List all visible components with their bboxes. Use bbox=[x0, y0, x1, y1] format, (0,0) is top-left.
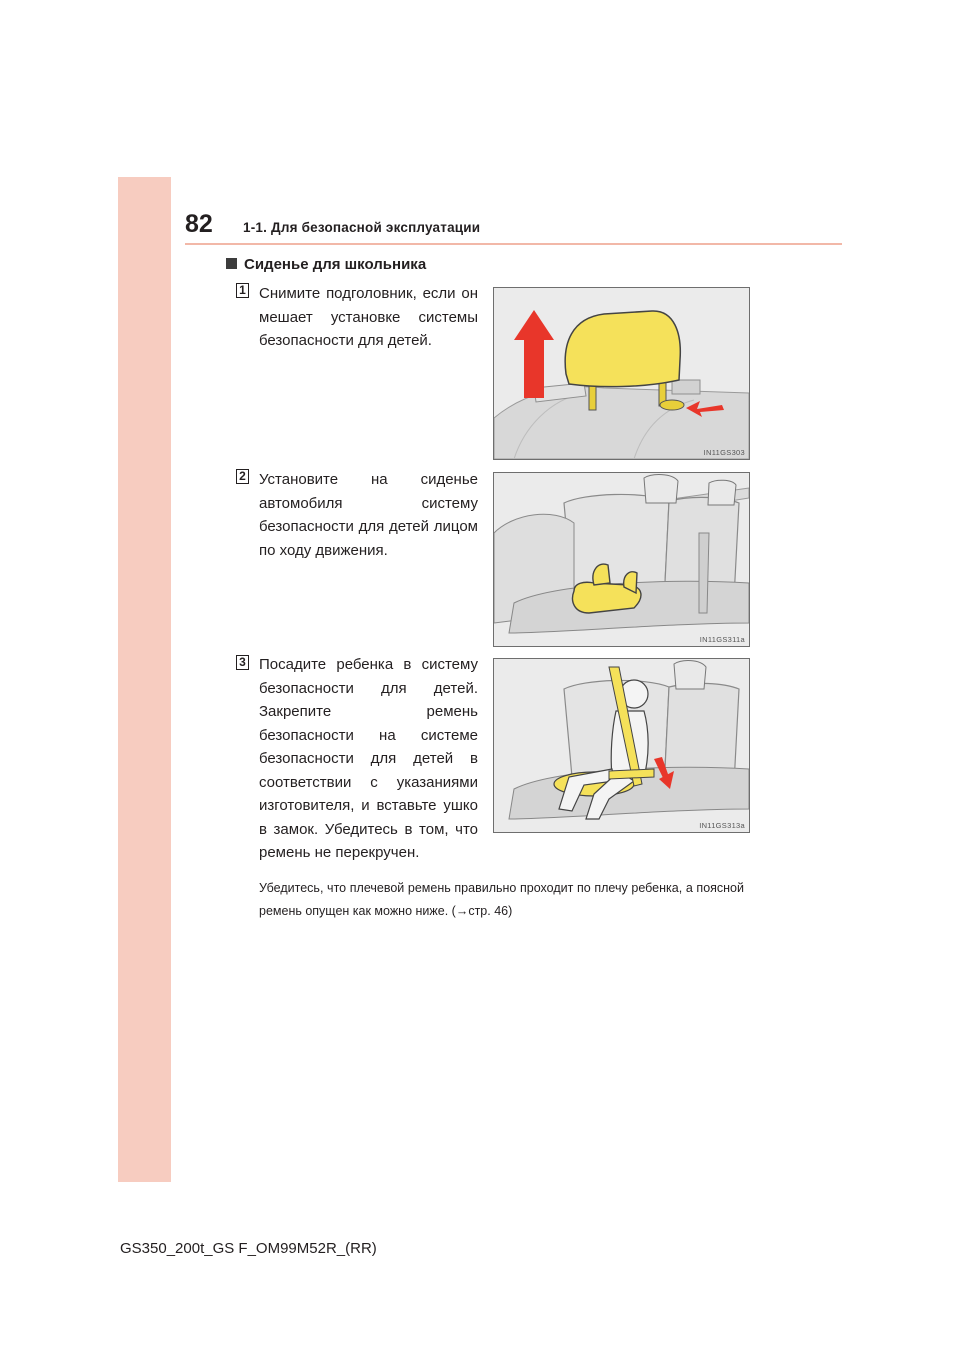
booster-seat-placement-illustration bbox=[493, 472, 750, 647]
heading-text: Сиденье для школьника bbox=[244, 256, 427, 273]
step-3-text: Посадите ребенка в систему безопасности для детей. Закрепите ремень безопасности на системе безопасности для детей в соответствии с указаниями изготовителя, и вставьте ушко в замок. Убедитесь в том, что ремень не перекручен. bbox=[259, 656, 478, 861]
illustration-code: IN11GS311a bbox=[699, 634, 745, 644]
side-tab-band bbox=[118, 177, 171, 1182]
step-2-text: Установите на сиденье автомобиля систему безопасности для детей лицом по ходу движения. bbox=[259, 471, 478, 559]
document-footer-code: GS350_200t_GS F_OM99M52R_(RR) bbox=[120, 1240, 377, 1257]
step-2-number: 2 bbox=[236, 469, 249, 484]
page-number: 82 bbox=[185, 210, 213, 238]
section-title: 1-1. Для безопасной эксплуатации bbox=[243, 220, 481, 235]
subsection-heading bbox=[226, 255, 426, 275]
step-1-text: Снимите подголовник, если он мешает установке системы безопасности для детей. bbox=[259, 285, 478, 349]
header-rule bbox=[185, 243, 842, 245]
illustration-code: IN11GS313a bbox=[699, 820, 745, 830]
headrest-removal-illustration bbox=[493, 287, 750, 460]
seatbelt-fastening-illustration bbox=[493, 658, 750, 833]
step-3-number: 3 bbox=[236, 655, 249, 670]
square-bullet-icon bbox=[226, 258, 237, 269]
illustration-code: IN11GS303 bbox=[703, 447, 745, 457]
step-1-number: 1 bbox=[236, 283, 249, 298]
note-text: Убедитесь, что плечевой ремень правильно проходит по плечу ребенка, а поясной ремень опущен как можно ниже. (→стр. 46) bbox=[259, 881, 744, 918]
